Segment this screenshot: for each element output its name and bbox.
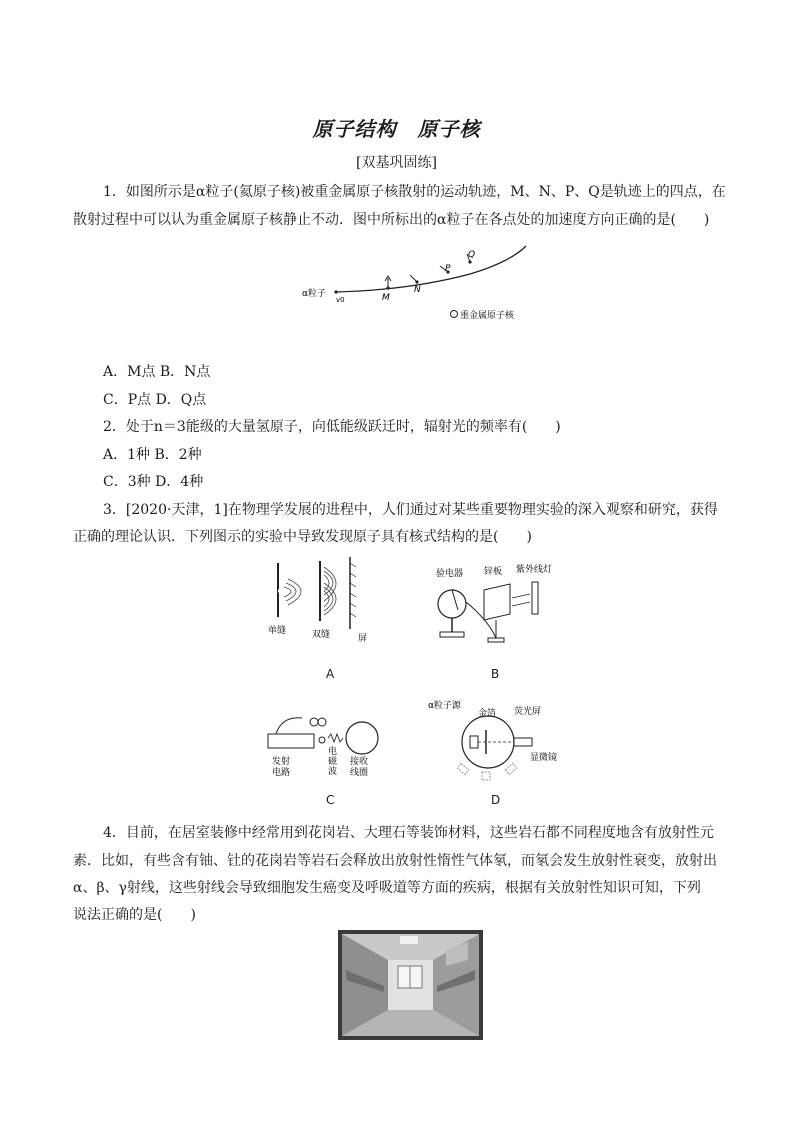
label-N: N xyxy=(414,285,421,295)
arrow-N xyxy=(410,275,417,282)
microscope-label: 显微镜 xyxy=(530,753,558,763)
q3-line1: 3．[2020·天津，1]在物理学发展的进程中，人们通过对某些重要物理实验的深入观察和研究，获得 xyxy=(103,502,718,518)
label-M: M xyxy=(382,293,390,303)
q2-line1: 2．处于n＝3能级的大量氢原子，向低能级跃迁时，辐射光的频率有( ) xyxy=(103,419,561,435)
uv-lamp-label: 紫外线灯 xyxy=(516,565,553,575)
circuit-label: 发射电路 xyxy=(272,757,291,778)
alpha-source-label: α粒子源 xyxy=(428,701,461,711)
single-slit-label: 单缝 xyxy=(268,626,287,636)
q4-line4: 说法正确的是( ) xyxy=(73,907,196,923)
q2-options-ab: A．1种 B．2种 xyxy=(103,447,202,463)
label-Q: Q xyxy=(468,250,476,260)
label-P: P xyxy=(445,264,451,274)
q3-line2: 正确的理论认识．下列图示的实验中导致发现原子具有核式结构的是( ) xyxy=(73,529,532,545)
nucleus-icon xyxy=(451,311,458,318)
q1-line1: 1．如图所示是α粒子(氦原子核)被重金属原子核散射的运动轨迹，M、N、P、Q是轨迹上的四点，在 xyxy=(103,184,726,200)
page-title: 原子结构 原子核 xyxy=(312,117,481,141)
figure-b-caption: B xyxy=(491,667,500,681)
figure-d-alpha-scattering xyxy=(428,700,578,785)
figure-c-caption: C xyxy=(326,793,335,807)
alpha-label: α粒子 xyxy=(302,289,326,299)
coil-label: 接收线圈 xyxy=(350,757,369,778)
q1-line2: 散射过程中可以认为重金属原子核静止不动．图中所标出的α粒子在各点处的加速度方向正确的是( ) xyxy=(73,212,710,228)
fluorescent-screen-label: 荧光屏 xyxy=(514,707,542,717)
figure-d-caption: D xyxy=(491,793,501,807)
wave-label: 电磁波 xyxy=(328,747,338,777)
q4-line2: 素．比如，有些含有铀、钍的花岗岩等岩石会释放出放射性惰性气体氡，而氡会发生放射性衰变，放射出 xyxy=(73,853,717,869)
figure-b-photoelectric xyxy=(432,560,562,645)
section-subtitle: [双基巩固练] xyxy=(356,155,437,171)
q1-options-ab: A．M点 B．N点 xyxy=(103,364,211,380)
figure-a-double-slit xyxy=(262,557,392,645)
q2-options-cd: C．3种 D．4种 xyxy=(103,474,204,490)
zinc-plate-label: 锌板 xyxy=(484,567,503,577)
figure-a-caption: A xyxy=(326,667,335,681)
q1-options-cd: C．P点 D．Q点 xyxy=(103,392,207,408)
q1-scattering-figure xyxy=(290,240,540,330)
nucleus-label: 重金属原子核 xyxy=(460,311,515,321)
gold-foil-label: 金箔 xyxy=(478,709,497,719)
q4-line3: α、β、γ射线，这些射线会导致细胞发生癌变及呼吸道等方面的疾病，根据有关放射性知识可知，下列 xyxy=(73,880,701,896)
electroscope-label: 验电器 xyxy=(436,569,464,579)
figure-c-em-wave xyxy=(262,710,392,785)
double-slit-label: 双缝 xyxy=(312,630,331,640)
screen-label: 屏 xyxy=(358,634,368,644)
q4-line1: 4．目前，在居室装修中经常用到花岗岩、大理石等装饰材料，这些岩石都不同程度地含有放射性元 xyxy=(103,825,714,841)
v0-label: v0 xyxy=(336,296,345,304)
kitchen-photo xyxy=(338,930,483,1040)
alpha-trajectory xyxy=(336,246,526,292)
